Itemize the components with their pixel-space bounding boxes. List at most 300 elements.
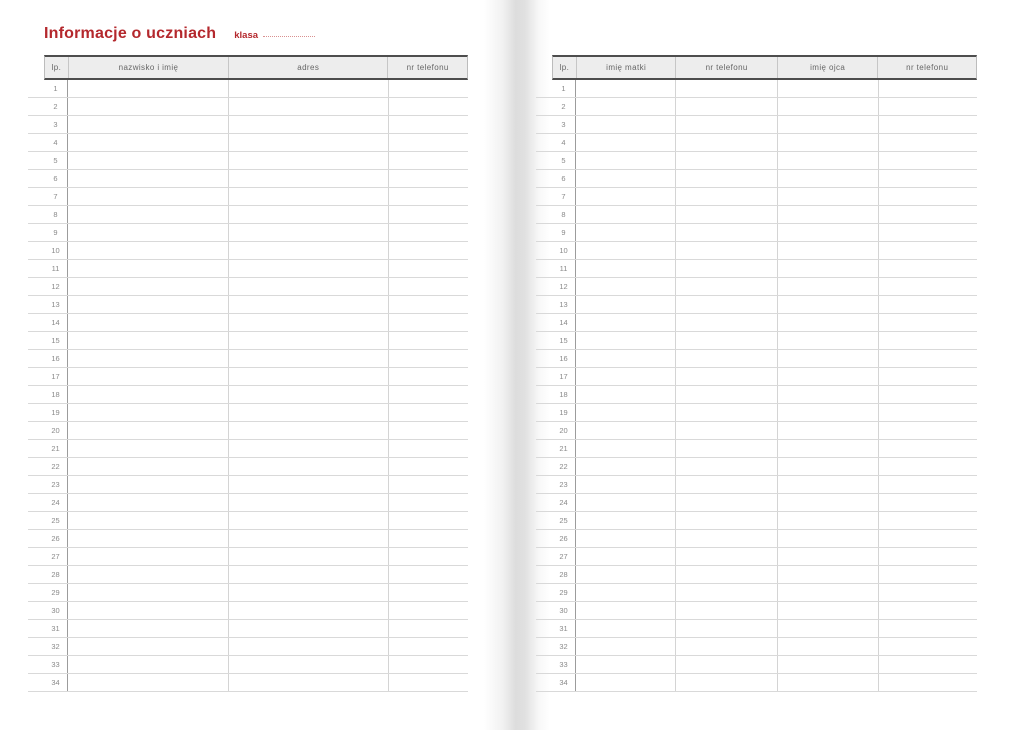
row-number: 21 — [51, 444, 60, 453]
empty-cell — [777, 116, 878, 133]
empty-cell — [878, 584, 977, 601]
row-number: 15 — [51, 336, 60, 345]
empty-cell — [388, 476, 468, 493]
row-number: 24 — [559, 498, 568, 507]
row-number: 16 — [51, 354, 60, 363]
empty-cell — [575, 170, 675, 187]
empty-cell — [575, 602, 675, 619]
row-number: 10 — [51, 246, 60, 255]
empty-cell — [67, 152, 228, 169]
empty-cell — [575, 206, 675, 223]
empty-cell — [878, 98, 977, 115]
empty-cell — [575, 152, 675, 169]
table-row — [28, 404, 468, 422]
empty-cell — [67, 368, 228, 385]
row-number: 32 — [51, 642, 60, 651]
empty-cell — [777, 386, 878, 403]
empty-cell — [675, 278, 777, 295]
row-number: 13 — [51, 300, 60, 309]
row-number: 31 — [559, 624, 568, 633]
empty-cell — [67, 602, 228, 619]
empty-cell — [228, 206, 388, 223]
empty-cell — [67, 458, 228, 475]
parents-contact-table — [552, 55, 977, 692]
empty-cell — [228, 134, 388, 151]
empty-cell — [67, 494, 228, 511]
row-number: 25 — [559, 516, 568, 525]
empty-cell — [777, 134, 878, 151]
empty-cell — [777, 332, 878, 349]
empty-cell — [388, 548, 468, 565]
empty-cell — [67, 332, 228, 349]
empty-cell — [675, 440, 777, 457]
empty-cell — [575, 386, 675, 403]
table-row — [28, 566, 468, 584]
row-number: 2 — [53, 102, 58, 111]
table-row — [28, 350, 468, 368]
empty-cell — [575, 98, 675, 115]
empty-cell — [67, 278, 228, 295]
empty-cell — [228, 116, 388, 133]
empty-cell — [67, 530, 228, 547]
empty-cell — [228, 602, 388, 619]
empty-cell — [777, 170, 878, 187]
empty-cell — [777, 422, 878, 439]
row-number: 8 — [53, 210, 58, 219]
empty-cell — [878, 260, 977, 277]
empty-cell — [388, 134, 468, 151]
empty-cell — [878, 188, 977, 205]
table-row — [28, 152, 468, 170]
empty-cell — [388, 98, 468, 115]
empty-cell — [228, 368, 388, 385]
empty-cell — [878, 206, 977, 223]
empty-cell — [228, 80, 388, 97]
column-header: nr telefonu — [387, 57, 467, 78]
empty-cell — [575, 530, 675, 547]
row-number: 12 — [51, 282, 60, 291]
table-row — [536, 494, 977, 512]
empty-cell — [228, 170, 388, 187]
students-info-table — [44, 55, 468, 692]
empty-cell — [228, 188, 388, 205]
table-row — [28, 170, 468, 188]
empty-cell — [878, 620, 977, 637]
empty-cell — [777, 602, 878, 619]
empty-cell — [675, 548, 777, 565]
empty-cell — [777, 98, 878, 115]
empty-cell — [878, 440, 977, 457]
empty-cell — [228, 98, 388, 115]
empty-cell — [675, 530, 777, 547]
table-row — [536, 386, 977, 404]
row-number: 20 — [51, 426, 60, 435]
empty-cell — [878, 224, 977, 241]
empty-cell — [67, 440, 228, 457]
empty-cell — [878, 602, 977, 619]
empty-cell — [675, 152, 777, 169]
row-number: 30 — [559, 606, 568, 615]
row-number: 23 — [51, 480, 60, 489]
empty-cell — [388, 674, 468, 691]
empty-cell — [228, 386, 388, 403]
row-number: 18 — [51, 390, 60, 399]
table-row — [28, 476, 468, 494]
empty-cell — [777, 152, 878, 169]
empty-cell — [675, 332, 777, 349]
empty-cell — [67, 260, 228, 277]
empty-cell — [228, 638, 388, 655]
row-number: 3 — [561, 120, 566, 129]
row-number: 15 — [559, 336, 568, 345]
empty-cell — [777, 242, 878, 259]
empty-cell — [878, 350, 977, 367]
row-number: 1 — [561, 84, 566, 93]
row-number: 20 — [559, 426, 568, 435]
table-row — [536, 638, 977, 656]
table-row — [28, 206, 468, 224]
row-number: 26 — [559, 534, 568, 543]
empty-cell — [388, 116, 468, 133]
row-number: 7 — [561, 192, 566, 201]
page-title: Informacje o uczniach — [44, 25, 217, 42]
empty-cell — [228, 332, 388, 349]
empty-cell — [67, 476, 228, 493]
empty-cell — [388, 656, 468, 673]
row-number: 29 — [559, 588, 568, 597]
table-row — [536, 170, 977, 188]
row-number: 2 — [561, 102, 566, 111]
empty-cell — [675, 242, 777, 259]
empty-cell — [878, 530, 977, 547]
empty-cell — [67, 350, 228, 367]
row-number: 4 — [53, 138, 58, 147]
row-number: 29 — [51, 588, 60, 597]
table-row — [28, 386, 468, 404]
empty-cell — [67, 548, 228, 565]
empty-cell — [388, 566, 468, 583]
empty-cell — [575, 584, 675, 601]
empty-cell — [228, 458, 388, 475]
table-row — [28, 422, 468, 440]
empty-cell — [675, 80, 777, 97]
empty-cell — [228, 512, 388, 529]
empty-cell — [675, 170, 777, 187]
row-number: 13 — [559, 300, 568, 309]
table-row — [536, 512, 977, 530]
table-row — [536, 116, 977, 134]
table-row — [536, 296, 977, 314]
row-number: 28 — [559, 570, 568, 579]
table-body — [28, 80, 468, 692]
empty-cell — [575, 458, 675, 475]
empty-cell — [575, 656, 675, 673]
empty-cell — [228, 422, 388, 439]
empty-cell — [388, 458, 468, 475]
table-header-row — [44, 55, 468, 80]
empty-cell — [777, 404, 878, 421]
row-number: 24 — [51, 498, 60, 507]
table-row — [536, 350, 977, 368]
empty-cell — [67, 296, 228, 313]
empty-cell — [388, 296, 468, 313]
row-number: 11 — [51, 264, 60, 273]
table-row — [28, 98, 468, 116]
class-label: klasa — [234, 30, 259, 41]
empty-cell — [67, 170, 228, 187]
row-number: 6 — [561, 174, 566, 183]
row-number: 8 — [561, 210, 566, 219]
row-number: 22 — [559, 462, 568, 471]
table-row — [28, 548, 468, 566]
empty-cell — [878, 476, 977, 493]
empty-cell — [777, 188, 878, 205]
empty-cell — [777, 296, 878, 313]
column-header: nr telefonu — [877, 57, 976, 78]
empty-cell — [777, 674, 878, 691]
empty-cell — [575, 188, 675, 205]
empty-cell — [67, 224, 228, 241]
row-number: 9 — [53, 228, 58, 237]
table-row — [536, 440, 977, 458]
empty-cell — [575, 368, 675, 385]
empty-cell — [675, 386, 777, 403]
empty-cell — [777, 80, 878, 97]
table-row — [28, 368, 468, 386]
empty-cell — [675, 260, 777, 277]
empty-cell — [67, 242, 228, 259]
row-number: 17 — [559, 372, 568, 381]
table-row — [536, 368, 977, 386]
table-row — [536, 278, 977, 296]
table-row — [28, 656, 468, 674]
table-row — [536, 404, 977, 422]
table-row — [28, 620, 468, 638]
table-row — [28, 278, 468, 296]
empty-cell — [878, 332, 977, 349]
row-number: 10 — [559, 246, 568, 255]
table-row — [536, 458, 977, 476]
empty-cell — [67, 116, 228, 133]
empty-cell — [388, 80, 468, 97]
column-header: nazwisko i imię — [68, 57, 228, 78]
empty-cell — [388, 494, 468, 511]
column-header: nr telefonu — [675, 57, 777, 78]
empty-cell — [675, 350, 777, 367]
empty-cell — [675, 206, 777, 223]
empty-cell — [575, 242, 675, 259]
table-row — [536, 260, 977, 278]
empty-cell — [388, 278, 468, 295]
table-row — [28, 242, 468, 260]
empty-cell — [228, 440, 388, 457]
empty-cell — [388, 404, 468, 421]
table-row — [536, 602, 977, 620]
row-number: 14 — [51, 318, 60, 327]
empty-cell — [228, 656, 388, 673]
empty-cell — [675, 188, 777, 205]
empty-cell — [675, 620, 777, 637]
column-header: lp. — [51, 63, 62, 72]
empty-cell — [777, 224, 878, 241]
table-row — [28, 260, 468, 278]
empty-cell — [878, 422, 977, 439]
empty-cell — [878, 638, 977, 655]
empty-cell — [67, 422, 228, 439]
table-row — [536, 224, 977, 242]
row-number: 34 — [559, 678, 568, 687]
table-row — [28, 494, 468, 512]
empty-cell — [228, 152, 388, 169]
empty-cell — [878, 368, 977, 385]
empty-cell — [878, 152, 977, 169]
empty-cell — [388, 638, 468, 655]
table-row — [536, 674, 977, 692]
empty-cell — [575, 512, 675, 529]
table-row — [28, 296, 468, 314]
empty-cell — [388, 512, 468, 529]
empty-cell — [388, 620, 468, 637]
empty-cell — [675, 404, 777, 421]
row-number: 3 — [53, 120, 58, 129]
empty-cell — [575, 116, 675, 133]
empty-cell — [575, 224, 675, 241]
table-row — [28, 80, 468, 98]
empty-cell — [575, 314, 675, 331]
table-row — [536, 620, 977, 638]
empty-cell — [388, 602, 468, 619]
row-number: 7 — [53, 192, 58, 201]
table-row — [28, 332, 468, 350]
table-row — [536, 188, 977, 206]
empty-cell — [228, 350, 388, 367]
column-header: imię matki — [576, 57, 676, 78]
empty-cell — [228, 242, 388, 259]
row-number: 33 — [51, 660, 60, 669]
table-row — [536, 242, 977, 260]
empty-cell — [878, 566, 977, 583]
empty-cell — [575, 404, 675, 421]
row-number: 30 — [51, 606, 60, 615]
row-number: 27 — [51, 552, 60, 561]
table-header-row — [552, 55, 977, 80]
empty-cell — [675, 656, 777, 673]
table-row — [28, 440, 468, 458]
table-row — [28, 584, 468, 602]
row-number: 33 — [559, 660, 568, 669]
empty-cell — [388, 170, 468, 187]
row-number: 31 — [51, 624, 60, 633]
empty-cell — [675, 584, 777, 601]
column-header: imię ojca — [777, 57, 878, 78]
empty-cell — [777, 440, 878, 457]
left-page-heading — [44, 25, 315, 43]
empty-cell — [575, 296, 675, 313]
table-row — [28, 314, 468, 332]
empty-cell — [388, 188, 468, 205]
row-number: 16 — [559, 354, 568, 363]
empty-cell — [777, 566, 878, 583]
empty-cell — [575, 674, 675, 691]
empty-cell — [777, 656, 878, 673]
empty-cell — [388, 440, 468, 457]
empty-cell — [575, 494, 675, 511]
empty-cell — [675, 458, 777, 475]
row-number: 28 — [51, 570, 60, 579]
empty-cell — [675, 512, 777, 529]
empty-cell — [675, 98, 777, 115]
table-row — [536, 98, 977, 116]
table-row — [536, 656, 977, 674]
empty-cell — [67, 566, 228, 583]
table-row — [536, 206, 977, 224]
empty-cell — [675, 494, 777, 511]
empty-cell — [67, 674, 228, 691]
empty-cell — [675, 476, 777, 493]
table-row — [536, 152, 977, 170]
table-row — [28, 512, 468, 530]
empty-cell — [228, 620, 388, 637]
empty-cell — [675, 674, 777, 691]
empty-cell — [777, 206, 878, 223]
table-row — [536, 314, 977, 332]
table-body — [536, 80, 977, 692]
empty-cell — [67, 206, 228, 223]
empty-cell — [67, 404, 228, 421]
row-number: 5 — [53, 156, 58, 165]
table-row — [28, 530, 468, 548]
empty-cell — [228, 494, 388, 511]
empty-cell — [777, 368, 878, 385]
column-header: adres — [228, 57, 387, 78]
table-row — [536, 332, 977, 350]
empty-cell — [575, 332, 675, 349]
table-row — [28, 638, 468, 656]
row-number: 18 — [559, 390, 568, 399]
empty-cell — [67, 98, 228, 115]
empty-cell — [777, 530, 878, 547]
empty-cell — [878, 296, 977, 313]
empty-cell — [777, 458, 878, 475]
empty-cell — [228, 674, 388, 691]
empty-cell — [878, 458, 977, 475]
row-number: 26 — [51, 534, 60, 543]
empty-cell — [777, 278, 878, 295]
empty-cell — [675, 602, 777, 619]
table-row — [536, 530, 977, 548]
empty-cell — [575, 638, 675, 655]
class-fill-in-line — [263, 36, 315, 37]
empty-cell — [388, 242, 468, 259]
row-number: 27 — [559, 552, 568, 561]
empty-cell — [675, 134, 777, 151]
table-row — [28, 602, 468, 620]
row-number: 4 — [561, 138, 566, 147]
empty-cell — [878, 404, 977, 421]
table-row — [536, 566, 977, 584]
empty-cell — [878, 80, 977, 97]
empty-cell — [67, 620, 228, 637]
empty-cell — [228, 296, 388, 313]
row-number: 32 — [559, 642, 568, 651]
empty-cell — [575, 566, 675, 583]
empty-cell — [575, 80, 675, 97]
row-number: 6 — [53, 174, 58, 183]
empty-cell — [228, 530, 388, 547]
empty-cell — [777, 494, 878, 511]
column-header: lp. — [559, 63, 570, 72]
table-row — [28, 134, 468, 152]
